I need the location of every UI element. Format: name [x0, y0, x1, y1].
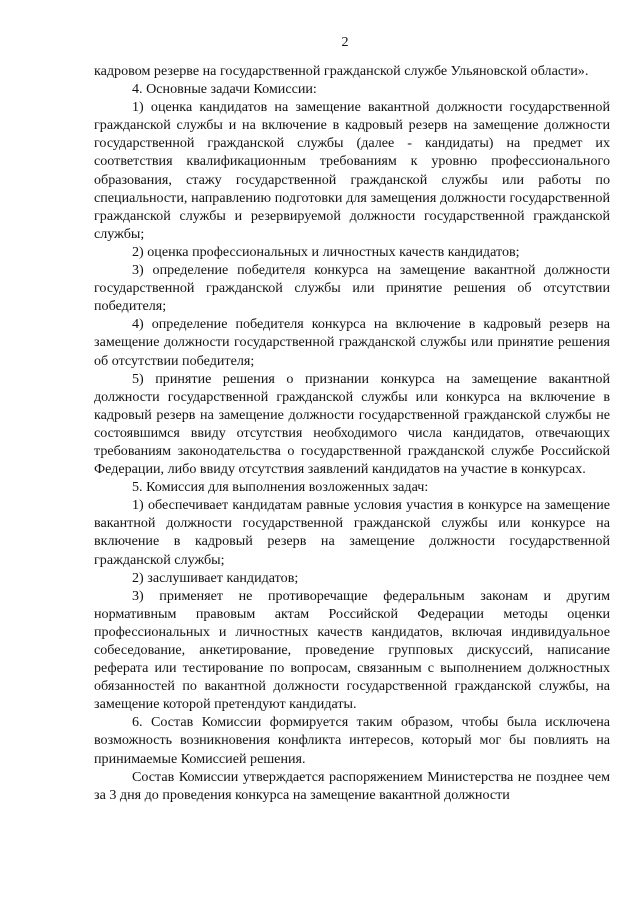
paragraph-function-3: 3) применяет не противоречащие федеральным законам и другим нормативным правовым актам Российской Федерации методы оценки профессиональных и личностных качеств кандидатов, включая индивидуальное собеседование, анкетирование, проведение групповых дискуссий, написание реферата или тестирование по вопросам, связанным с выполнением должностных обязанностей по вакантной должности государственной гражданской службы, на замещение которой претендуют кандидаты.: [94, 587, 610, 713]
paragraph-task-1: 1) оценка кандидатов на замещение вакантной должности государственной гражданской службы и на включение в кадровый резерв на замещение должности государственной гражданской службы (далее - кандидаты) на предмет их соответствия квалификационным требованиям к уровню профессионального образования, стажу государственной гражданской службы или работы по специальности, направлению подготовки для замещения должности государственной гражданской службы и резервируемой должности государственной гражданской службы;: [94, 99, 610, 242]
paragraph-task-4: 4) определение победителя конкурса на включение в кадровый резерв на замещение должности государственной гражданской службы или принятие решения об отсутствии победителя;: [94, 316, 610, 369]
page-number: 2: [341, 34, 349, 50]
paragraph-section-5-heading: 5. Комиссия для выполнения возложенных задач:: [132, 479, 429, 496]
paragraph-task-2: 2) оценка профессиональных и личностных качеств кандидатов;: [132, 243, 520, 260]
paragraph-task-3: 3) определение победителя конкурса на замещение вакантной должности государственной гражданской службы или принятие решения об отсутствии победителя;: [94, 262, 610, 315]
paragraph-composition: Состав Комиссии утверждается распоряжением Министерства не позднее чем за 3 дня до проведения конкурса на замещение вакантной должности: [94, 768, 610, 803]
paragraph-function-1: 1) обеспечивает кандидатам равные условия участия в конкурсе на замещение вакантной должности государственной гражданской службы или конкурсе на включение в кадровый резерв на замещение должности государственной гражданской службы;: [94, 497, 610, 568]
paragraph-section-4-heading: 4. Основные задачи Комиссии:: [132, 81, 317, 98]
paragraph-continuation: кадровом резерве на государственной гражданской службе Ульяновской области».: [94, 63, 589, 79]
paragraph-function-2: 2) заслушивает кандидатов;: [132, 569, 299, 586]
paragraph-task-5: 5) принятие решения о признании конкурса на замещение вакантной должности государственной гражданской службы или конкурса на включение в кадровый резерв на замещение должности государственной гражданской службы не состоявшимся ввиду отсутствия необходимого числа кандидатов, отвечающих требованиям законодательства о государственной гражданской службе Российской Федерации, либо ввиду отсутствия заявлений кандидатов на участие в конкурсах.: [94, 370, 610, 478]
paragraph-section-6: 6. Состав Комиссии формируется таким образом, чтобы была исключена возможность возникновения конфликта интересов, который мог бы повлиять на принимаемые Комиссией решения.: [94, 714, 610, 767]
